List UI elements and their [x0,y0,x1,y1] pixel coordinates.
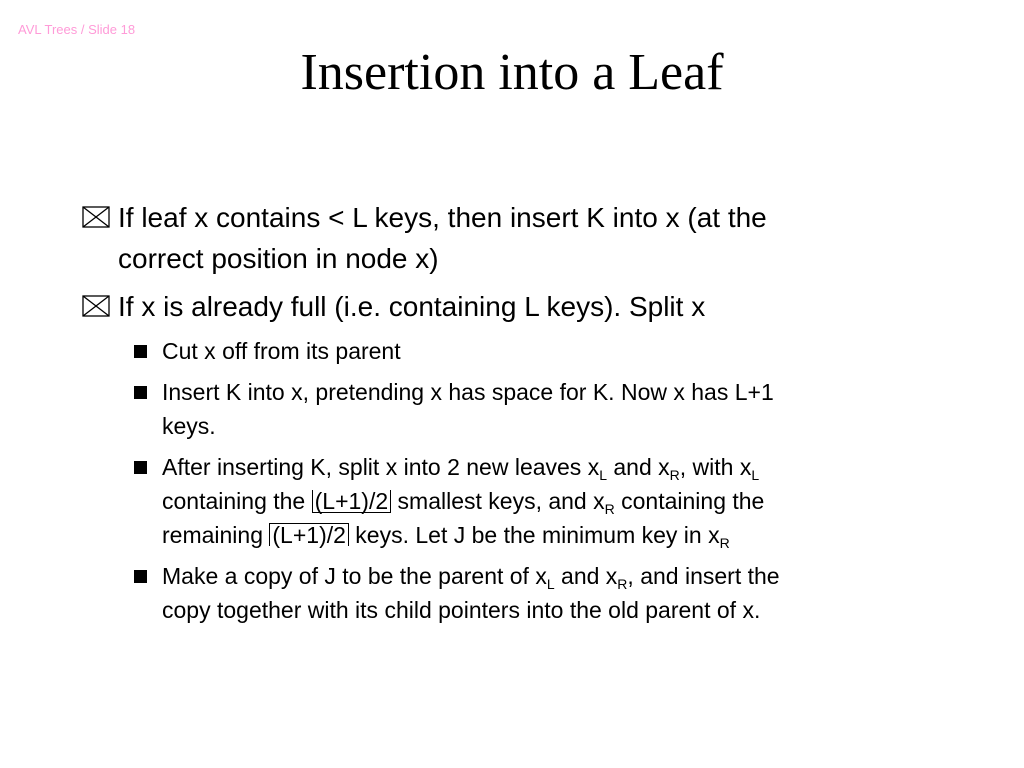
slide-label: AVL Trees / Slide 18 [18,22,136,37]
sub-text: smallest keys, and x [391,488,605,514]
subscript-l: L [599,467,607,483]
subscript-l: L [546,576,555,592]
sub-text: and x [607,454,670,480]
subscript-r: R [617,576,628,592]
crossed-box-icon [82,294,112,318]
slide-content [82,197,942,634]
sub-text: remaining [162,522,270,548]
crossed-box-icon [82,205,112,229]
sub-text: After inserting K, split x into 2 new leaves x [162,454,600,480]
subscript-l: L [751,467,760,483]
sub-text: containing the [162,488,312,514]
bullet-text-cont: correct position in node x) [118,243,439,274]
bullet-item [82,197,942,279]
sub-bullet-item [82,450,942,552]
subscript-r: R [669,467,680,483]
sub-text: keys. Let J be the minimum key in x [348,522,720,548]
sub-bullet-item [82,559,942,627]
square-bullet-icon [134,386,147,399]
sub-bullet-item [82,375,942,443]
square-bullet-icon [134,345,147,358]
square-bullet-icon [134,570,147,583]
sub-bullet-text-cont: keys. [162,413,216,439]
bullet-item [82,286,942,327]
bullet-text: If x is already full (i.e. containing L keys). Split x [118,291,706,322]
slide-title: Insertion into a Leaf [300,44,724,101]
subscript-r: R [719,535,730,551]
sub-bullet-text: Cut x off from its parent [162,338,401,364]
sub-text: , with x [679,454,752,480]
ceiling-expression: (L+1)/2 [269,523,349,546]
sub-text: , and insert the [627,563,780,589]
subscript-r: R [604,501,615,517]
sub-bullet-item [82,334,942,368]
sub-bullet-text-line: Insert K into x, pretending x has space for K. Now x has L+1 [162,379,774,405]
bullet-text-line: If leaf x contains < L keys, then insert K into x (at the [118,202,767,233]
square-bullet-icon [134,461,147,474]
floor-expression: (L+1)/2 [312,490,392,513]
sub-text-cont: copy together with its child pointers into the old parent of x. [162,597,761,623]
sub-text: containing the [614,488,765,514]
sub-text: and x [554,563,618,589]
sub-text: Make a copy of J to be the parent of x [162,563,547,589]
